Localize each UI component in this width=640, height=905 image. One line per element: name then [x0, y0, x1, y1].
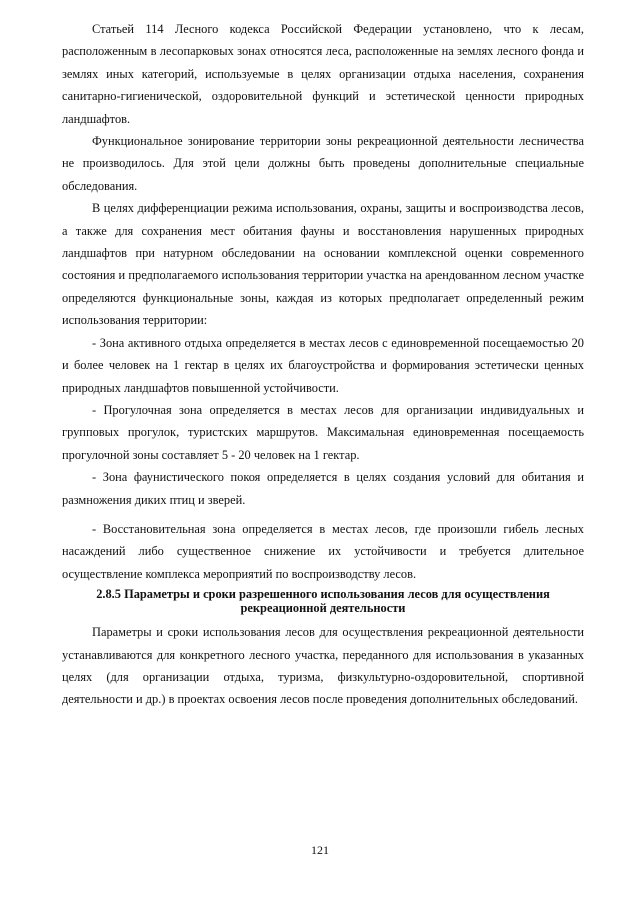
page-number: 121 — [311, 843, 329, 857]
list-item-fauna-rest-zone: - Зона фаунистического покоя определяется в целях создания условий для обитания и размножения диких птиц и зверей. — [62, 470, 584, 507]
section-heading: 2.8.5 Параметры и сроки разрешенного использования лесов для осуществления рекреационной деятельности — [96, 587, 550, 616]
document-page — [62, 18, 584, 711]
paragraph-zoning: Функциональное зонирование территории зоны рекреационной деятельности лесничества не производилось. Для этой цели должны быть проведены дополнительные специальные обследования. — [62, 134, 584, 193]
list-item-active-recreation-zone: - Зона активного отдыха определяется в местах лесов с единовременной посещаемостью 20 и более человек на 1 гектар в целях их благоустройства и формирования эстетически ценных природных ландшафтов повышенной устойчивости. — [62, 335, 584, 395]
paragraph-forest-code: Статьей 114 Лесного кодекса Российской Федерации установлено, что к лесам, расположенным в лесопарковых зонах относятся леса, расположенные на землях лесного фонда и землях иных категорий, используемые в целях организации отдыха населения, сохранения санитарно-гигиенической, оздоровительной функций и эстетической ценности природных ландшафтов. — [62, 22, 584, 126]
list-item-restoration-zone: - Восстановительная зона определяется в местах лесов, где произошли гибель лесных насаждений либо существенное снижение их устойчивости и требуется длительное осуществление комплекса мероприятий по воспроизводству лесов. — [62, 521, 584, 581]
paragraph-parameters: Параметры и сроки использования лесов для осуществления рекреационной деятельности устанавливаются для конкретного лесного участка, переданного для использования в указанных целях (для организации отдыха, туризма, физкультурно-оздоровительной, спортивной деятельности и др.) в проектах освоения лесов после проведения дополнительных обследований. — [62, 625, 584, 707]
paragraph-functional-zones: В целях дифференциации режима использования, охраны, защиты и воспроизводства лесов, а также для сохранения мест обитания фауны и восстановления нарушенных природных ландшафтов при натурном обследовании на основании комплексной оценки современного состояния и предполагаемого использования территории участка на арендованном лесном участке определяются функциональные зоны, каждая из которых предполагает определенный режим использования территории: — [62, 201, 584, 328]
list-item-walking-zone: - Прогулочная зона определяется в местах лесов для организации индивидуальных и групповых прогулок, туристских маршрутов. Максимальная единовременная посещаемость прогулочной зоны составляет 5 - 20 человек на 1 гектар. — [62, 402, 584, 462]
